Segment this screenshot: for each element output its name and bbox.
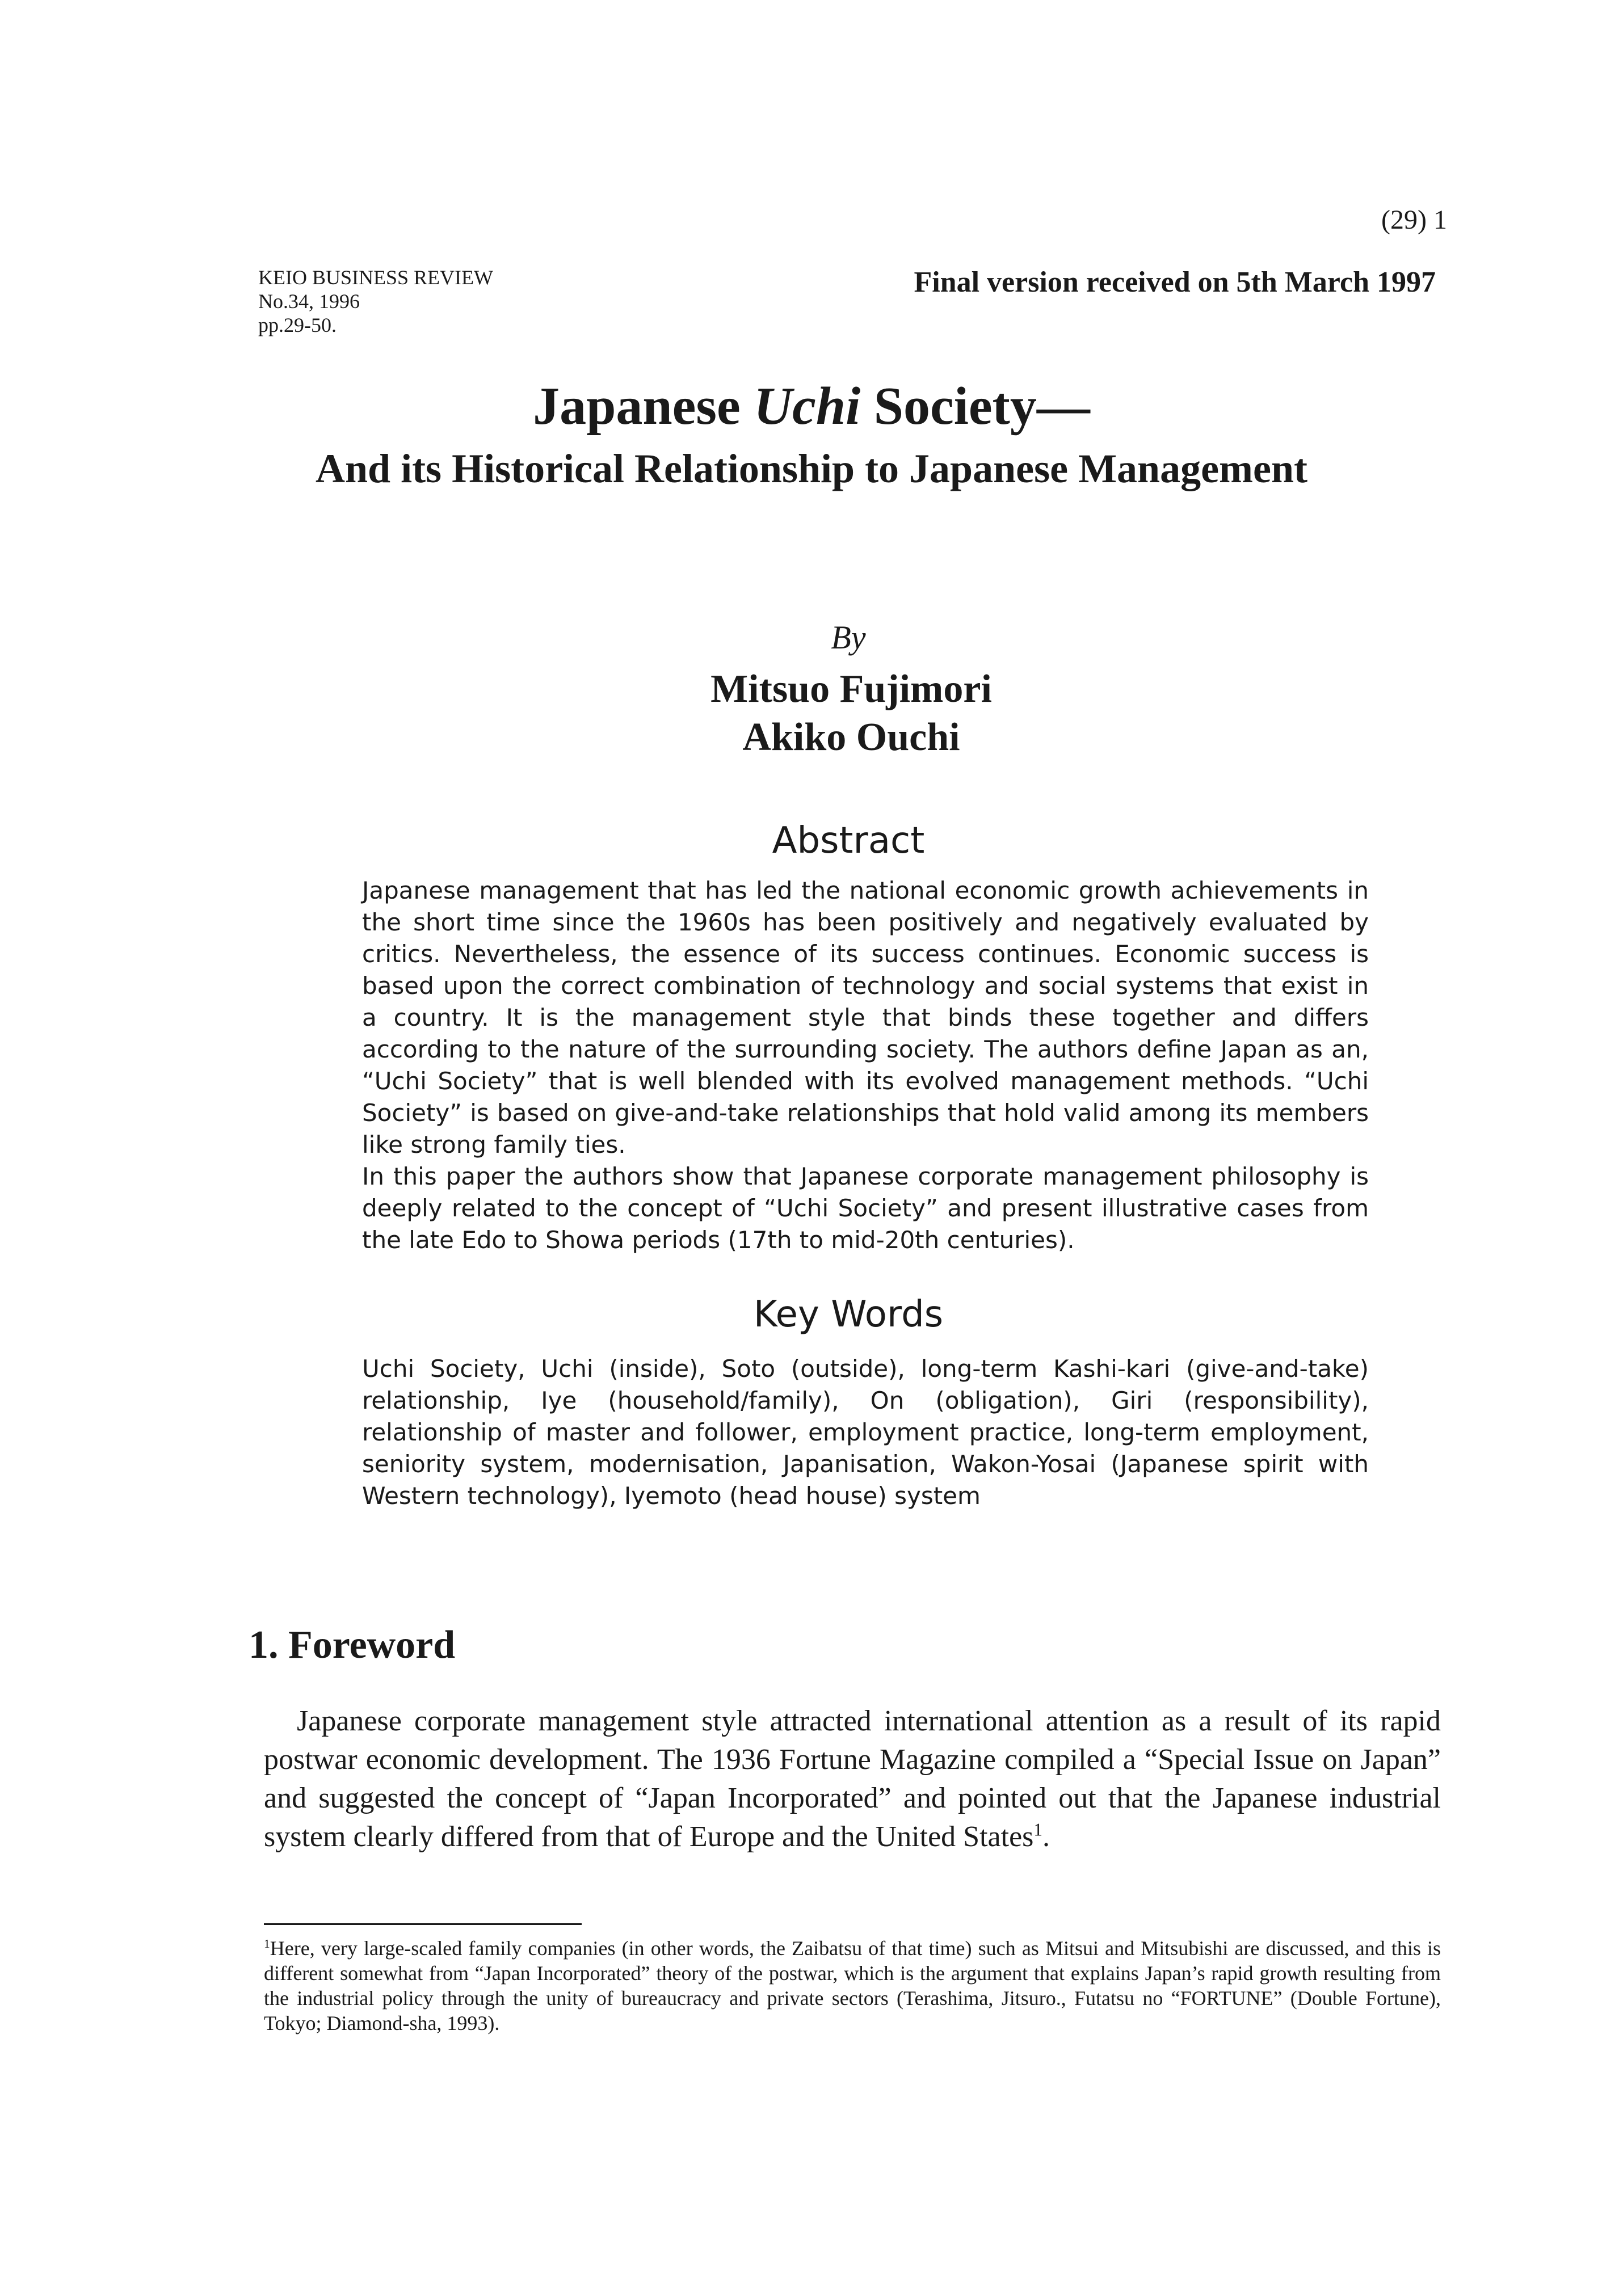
page-number: (29) 1: [1381, 205, 1447, 235]
title-part-3: Society—: [860, 377, 1090, 436]
received-date: Final version received on 5th March 1997: [914, 266, 1436, 298]
abstract-heading: Abstract: [772, 820, 925, 862]
keywords-heading: Key Words: [753, 1294, 944, 1336]
author-2: Akiko Ouchi: [742, 715, 960, 759]
paper-title: [0, 376, 1623, 437]
abstract-paragraph-1: Japanese management that has led the national economic growth achievements in the short time since the 1960s has been positively and negatively evaluated by critics. Nevertheless, the essence of its success continues. Economic success is based upon the correct combination of technology and social systems that exist in a country. It is the management style that binds these together and differs according to the nature of the surrounding society. The authors define Japan as an, “Uchi Society” that is well blended with its evolved management methods. “Uchi Society” is based on give-and-take relationships that hold valid among its members like strong family ties.: [362, 877, 1369, 1158]
footnote-paragraph: [264, 1936, 1441, 2036]
byline-by: By: [831, 619, 866, 656]
title-uchi: Uchi: [754, 377, 861, 436]
foreword-paragraph: [264, 1702, 1441, 1856]
keywords-body: [362, 1353, 1369, 1512]
abstract-paragraph-2: In this paper the authors show that Japanese corporate management philosophy is deeply related to the concept of “Uchi Society” and present illustrative cases from the late Edo to Showa periods (17th to mid-20th centuries).: [362, 1162, 1369, 1254]
keywords-text: Uchi Society, Uchi (inside), Soto (outside), long-term Kashi-kari (give-and-take) relationship, Iye (household/family), On (obligation), Giri (responsibility), relationship of master and follower, employment practice, long-term employment, seniority system, modernisation, Japanisation, Wakon-Yosai (Japanese spirit with Western technology), Iyemoto (head house) system: [362, 1355, 1369, 1510]
section-heading-foreword: 1. Foreword: [249, 1623, 456, 1667]
foreword-period: .: [1042, 1821, 1050, 1853]
foreword-body: [264, 1702, 1441, 1856]
title-part-1: Japanese: [533, 377, 754, 436]
footnote-mark: 1: [264, 1937, 270, 1950]
journal-info: [258, 266, 493, 337]
foreword-text: Japanese corporate management style attracted international attention as a result of its rapid postwar economic development. The 1936 Fortune Magazine compiled a “Special Issue on Japan” and suggested the concept of “Japan Incorporated” and pointed out that the Japanese industrial system clearly differed from that of Europe and the United States: [264, 1705, 1441, 1853]
footnote-divider: [264, 1923, 582, 1925]
paper-subtitle: And its Historical Relationship to Japanese Management: [315, 446, 1307, 491]
journal-name: KEIO BUSINESS REVIEW: [258, 266, 493, 289]
footnote-reference[interactable]: 1: [1033, 1819, 1042, 1840]
footnote-text: Here, very large-scaled family companies (in other words, the Zaibatsu of that time) such as Mitsui and Mitsubishi are discussed, and this is different somewhat from “Japan Incorporated” theory of the postwar, which is the argument that explains Japan’s rapid growth resulting from the industrial policy through the unity of bureaucracy and private sectors (Terashima, Jitsuro., Futatsu no “FORTUNE” (Double Fortune), Tokyo; Diamond-sha, 1993).: [264, 1937, 1441, 2034]
abstract-body: [362, 875, 1369, 1256]
journal-pages: pp.29-50.: [258, 314, 337, 336]
author-1: Mitsuo Fujimori: [710, 667, 992, 711]
journal-volume: No.34, 1996: [258, 290, 360, 313]
footnote: [264, 1936, 1441, 2036]
